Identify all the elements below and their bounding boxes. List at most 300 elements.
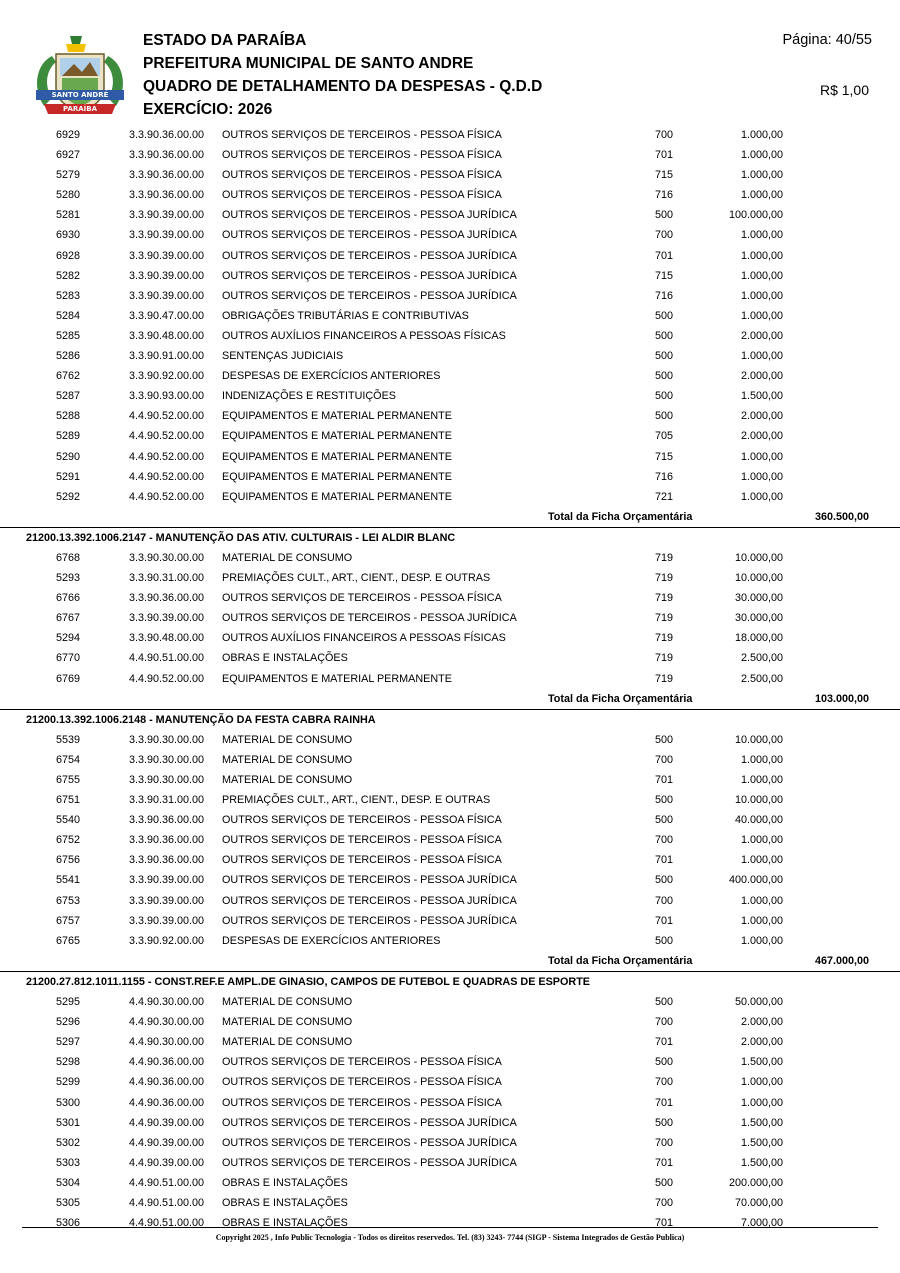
ficha-number: 6751 xyxy=(56,794,81,807)
resource-source: 700 xyxy=(655,1076,674,1089)
expense-amount: 1.500,00 xyxy=(740,1116,783,1129)
resource-source: 715 xyxy=(655,450,674,463)
expense-amount: 1.000,00 xyxy=(740,894,783,907)
expense-description: OUTROS SERVIÇOS DE TERCEIROS - PESSOA FÍSICA xyxy=(222,1096,502,1109)
expense-description: EQUIPAMENTOS E MATERIAL PERMANENTE xyxy=(222,672,452,685)
expense-code: 3.3.90.39.00.00 xyxy=(129,914,205,927)
expense-amount: 2.000,00 xyxy=(740,410,783,423)
table-row xyxy=(0,850,900,870)
ficha-number: 5305 xyxy=(56,1196,81,1209)
resource-source: 500 xyxy=(655,733,674,746)
expense-code: 3.3.90.36.00.00 xyxy=(129,129,205,141)
ficha-number: 5281 xyxy=(56,209,81,222)
expense-description: OUTROS SERVIÇOS DE TERCEIROS - PESSOA JURÍDICA xyxy=(222,269,517,282)
table-row xyxy=(0,669,900,689)
table-row xyxy=(0,426,900,446)
table-row xyxy=(0,266,900,286)
section-title: 21200.13.392.1006.2148 - MANUTENÇÃO DA FESTA CABRA RAINHA xyxy=(26,713,376,726)
table-row xyxy=(0,406,900,426)
expense-code: 4.4.90.39.00.00 xyxy=(129,1116,205,1129)
expense-description: PREMIAÇÕES CULT., ART., CIENT., DESP. E OUTRAS xyxy=(222,572,491,585)
resource-source: 719 xyxy=(655,572,674,585)
footer-divider xyxy=(22,1227,878,1228)
ficha-number: 5289 xyxy=(56,430,81,443)
expense-description: OBRAS E INSTALAÇÕES xyxy=(222,652,348,665)
expense-amount: 1.000,00 xyxy=(740,269,783,282)
ficha-number: 5279 xyxy=(56,169,81,182)
expense-amount: 10.000,00 xyxy=(734,572,783,585)
table-row xyxy=(0,750,900,770)
ficha-number: 5286 xyxy=(56,350,81,363)
table-row xyxy=(0,911,900,931)
table-row xyxy=(0,830,900,850)
table-row xyxy=(0,225,900,245)
ficha-number: 5291 xyxy=(56,470,81,483)
expense-description: OUTROS SERVIÇOS DE TERCEIROS - PESSOA JURÍDICA xyxy=(222,874,517,887)
expense-description: MATERIAL DE CONSUMO xyxy=(222,753,353,766)
expense-amount: 1.000,00 xyxy=(740,854,783,867)
expense-amount: 18.000,00 xyxy=(734,632,783,645)
resource-source: 701 xyxy=(655,1217,674,1230)
ficha-number: 5541 xyxy=(56,874,81,887)
expense-description: OUTROS SERVIÇOS DE TERCEIROS - PESSOA FÍSICA xyxy=(222,169,502,182)
expense-description: OUTROS SERVIÇOS DE TERCEIROS - PESSOA FÍSICA xyxy=(222,854,502,867)
table-row xyxy=(0,790,900,810)
ficha-number: 5285 xyxy=(56,329,81,342)
footer-copyright: Copyright 2025 , Info Public Tecnologia - Todos os direitos reservedos. Tel. (83) 3243- 7744 (SIGP - Sistema Integrados de Gestão Publica) xyxy=(215,1233,685,1242)
expense-table xyxy=(0,125,900,1233)
ficha-number: 5294 xyxy=(56,632,81,645)
expense-description: OUTROS SERVIÇOS DE TERCEIROS - PESSOA FÍSICA xyxy=(222,149,502,162)
expense-description: OUTROS SERVIÇOS DE TERCEIROS - PESSOA FÍSICA xyxy=(222,814,502,827)
ficha-number: 5539 xyxy=(56,733,81,746)
expense-description: MATERIAL DE CONSUMO xyxy=(222,774,353,786)
resource-source: 700 xyxy=(655,129,674,141)
table-row xyxy=(0,185,900,205)
expense-amount: 10.000,00 xyxy=(734,551,783,564)
ficha-number: 5297 xyxy=(56,1036,81,1049)
expense-description: DESPESAS DE EXERCÍCIOS ANTERIORES xyxy=(222,370,441,383)
expense-amount: 1.000,00 xyxy=(740,149,783,162)
resource-source: 721 xyxy=(655,490,674,503)
expense-code: 3.3.90.36.00.00 xyxy=(129,149,205,162)
section-title: 21200.13.392.1006.2147 - MANUTENÇÃO DAS ATIV. CULTURAIS - LEI ALDIR BLANC xyxy=(26,531,456,544)
resource-source: 500 xyxy=(655,209,674,222)
expense-code: 4.4.90.36.00.00 xyxy=(129,1076,205,1089)
ficha-total-row xyxy=(0,951,900,971)
expense-amount: 30.000,00 xyxy=(734,592,783,605)
ficha-number: 5290 xyxy=(56,450,81,463)
table-row xyxy=(0,1153,900,1173)
section-header-row xyxy=(0,527,900,548)
expense-amount: 1.000,00 xyxy=(740,450,783,463)
expense-code: 3.3.90.36.00.00 xyxy=(129,189,205,202)
expense-code: 3.3.90.31.00.00 xyxy=(129,572,205,585)
expense-code: 4.4.90.52.00.00 xyxy=(129,490,205,503)
expense-description: OUTROS SERVIÇOS DE TERCEIROS - PESSOA JURÍDICA xyxy=(222,209,517,222)
table-row xyxy=(0,931,900,951)
table-row xyxy=(0,608,900,628)
resource-source: 715 xyxy=(655,169,674,182)
ficha-number: 5299 xyxy=(56,1076,81,1089)
ficha-number: 6929 xyxy=(56,129,81,141)
ficha-total-row xyxy=(0,689,900,709)
resource-source: 500 xyxy=(655,1056,674,1069)
ficha-number: 5280 xyxy=(56,189,81,202)
expense-code: 3.3.90.36.00.00 xyxy=(129,834,205,847)
expense-code: 4.4.90.30.00.00 xyxy=(129,996,205,1009)
total-amount: 103.000,00 xyxy=(814,692,869,705)
state-title: ESTADO DA PARAÍBA xyxy=(143,32,307,49)
expense-amount: 1.500,00 xyxy=(740,1136,783,1149)
municipal-coat-of-arms xyxy=(30,30,130,122)
resource-source: 700 xyxy=(655,1136,674,1149)
ficha-number: 5282 xyxy=(56,269,81,282)
expense-description: MATERIAL DE CONSUMO xyxy=(222,551,353,564)
ficha-number: 6927 xyxy=(56,149,81,162)
ficha-number: 5306 xyxy=(56,1217,81,1230)
expense-amount: 1.000,00 xyxy=(740,1096,783,1109)
resource-source: 700 xyxy=(655,1016,674,1029)
ficha-number: 6762 xyxy=(56,370,81,383)
expense-description: OUTROS SERVIÇOS DE TERCEIROS - PESSOA JURÍDICA xyxy=(222,1136,517,1149)
expense-amount: 40.000,00 xyxy=(734,814,783,827)
table-row xyxy=(0,205,900,225)
resource-source: 716 xyxy=(655,289,674,302)
expense-description: OUTROS SERVIÇOS DE TERCEIROS - PESSOA JURÍDICA xyxy=(222,894,517,907)
resource-source: 719 xyxy=(655,672,674,685)
expense-description: OUTROS SERVIÇOS DE TERCEIROS - PESSOA FÍSICA xyxy=(222,129,502,141)
table-row xyxy=(0,568,900,588)
table-row xyxy=(0,1012,900,1032)
page-number: Página: 40/55 xyxy=(782,32,872,48)
table-row xyxy=(0,810,900,830)
ficha-number: 6770 xyxy=(56,652,81,665)
resource-source: 701 xyxy=(655,914,674,927)
expense-amount: 2.500,00 xyxy=(740,672,783,685)
resource-source: 701 xyxy=(655,1156,674,1169)
expense-description: OUTROS SERVIÇOS DE TERCEIROS - PESSOA FÍSICA xyxy=(222,592,502,605)
table-row xyxy=(0,1052,900,1072)
resource-source: 705 xyxy=(655,430,674,443)
expense-amount: 1.000,00 xyxy=(740,229,783,242)
resource-source: 500 xyxy=(655,410,674,423)
ficha-number: 6754 xyxy=(56,753,81,766)
table-row xyxy=(0,467,900,487)
expense-amount: 1.000,00 xyxy=(740,129,783,141)
ficha-number: 6928 xyxy=(56,249,81,262)
resource-source: 500 xyxy=(655,996,674,1009)
expense-code: 3.3.90.47.00.00 xyxy=(129,309,205,322)
expense-code: 4.4.90.30.00.00 xyxy=(129,1016,205,1029)
expense-description: EQUIPAMENTOS E MATERIAL PERMANENTE xyxy=(222,470,452,483)
expense-code: 4.4.90.52.00.00 xyxy=(129,672,205,685)
table-row xyxy=(0,588,900,608)
table-row xyxy=(0,246,900,266)
table-row xyxy=(0,992,900,1012)
ficha-number: 6757 xyxy=(56,914,81,927)
expense-description: OUTROS SERVIÇOS DE TERCEIROS - PESSOA JURÍDICA xyxy=(222,249,517,262)
expense-code: 3.3.90.30.00.00 xyxy=(129,551,205,564)
expense-description: SENTENÇAS JUDICIAIS xyxy=(222,350,344,363)
resource-source: 700 xyxy=(655,1196,674,1209)
expense-amount: 2.000,00 xyxy=(740,1016,783,1029)
ficha-number: 5296 xyxy=(56,1016,81,1029)
expense-amount: 1.500,00 xyxy=(740,390,783,403)
expense-amount: 1.000,00 xyxy=(740,470,783,483)
expense-code: 4.4.90.39.00.00 xyxy=(129,1136,205,1149)
resource-source: 500 xyxy=(655,390,674,403)
resource-source: 700 xyxy=(655,894,674,907)
expense-amount: 50.000,00 xyxy=(734,996,783,1009)
expense-amount: 2.000,00 xyxy=(740,370,783,383)
expense-code: 4.4.90.51.00.00 xyxy=(129,652,205,665)
table-row xyxy=(0,1173,900,1193)
resource-source: 719 xyxy=(655,551,674,564)
table-row xyxy=(0,386,900,406)
table-row xyxy=(0,1032,900,1052)
expense-code: 3.3.90.92.00.00 xyxy=(129,934,205,947)
expense-amount: 1.500,00 xyxy=(740,1056,783,1069)
resource-source: 719 xyxy=(655,632,674,645)
table-row xyxy=(0,628,900,648)
ficha-number: 5298 xyxy=(56,1056,81,1069)
expense-amount: 1.500,00 xyxy=(740,1156,783,1169)
resource-source: 500 xyxy=(655,1116,674,1129)
resource-source: 500 xyxy=(655,1176,674,1189)
section-header-row xyxy=(0,709,900,730)
expense-description: MATERIAL DE CONSUMO xyxy=(222,996,353,1009)
table-row xyxy=(0,286,900,306)
expense-amount: 70.000,00 xyxy=(734,1196,783,1209)
expense-amount: 1.000,00 xyxy=(740,350,783,363)
expense-description: OUTROS SERVIÇOS DE TERCEIROS - PESSOA FÍSICA xyxy=(222,189,502,202)
ficha-number: 5540 xyxy=(56,814,81,827)
expense-code: 3.3.90.39.00.00 xyxy=(129,289,205,302)
resource-source: 701 xyxy=(655,249,674,262)
resource-source: 500 xyxy=(655,329,674,342)
expense-code: 4.4.90.51.00.00 xyxy=(129,1217,205,1230)
expense-code: 3.3.90.39.00.00 xyxy=(129,894,205,907)
expense-amount: 1.000,00 xyxy=(740,1076,783,1089)
table-row xyxy=(0,770,900,790)
ficha-number: 5302 xyxy=(56,1136,81,1149)
ficha-number: 6768 xyxy=(56,551,81,564)
resource-source: 500 xyxy=(655,814,674,827)
ficha-number: 5301 xyxy=(56,1116,81,1129)
expense-code: 3.3.90.39.00.00 xyxy=(129,229,205,242)
expense-description: OUTROS SERVIÇOS DE TERCEIROS - PESSOA FÍSICA xyxy=(222,834,502,847)
table-row xyxy=(0,648,900,668)
logo-bottom-text: PARAÍBA xyxy=(62,105,98,113)
total-amount: 467.000,00 xyxy=(814,954,869,967)
ficha-total-row xyxy=(0,507,900,527)
expense-description: OUTROS SERVIÇOS DE TERCEIROS - PESSOA FÍSICA xyxy=(222,1056,502,1069)
ficha-number: 5293 xyxy=(56,572,81,585)
expense-code: 3.3.90.36.00.00 xyxy=(129,169,205,182)
expense-description: EQUIPAMENTOS E MATERIAL PERMANENTE xyxy=(222,410,452,423)
table-row xyxy=(0,145,900,165)
table-row xyxy=(0,1072,900,1092)
resource-source: 701 xyxy=(655,774,674,786)
expense-amount: 1.000,00 xyxy=(740,934,783,947)
ficha-number: 6766 xyxy=(56,592,81,605)
expense-code: 4.4.90.52.00.00 xyxy=(129,410,205,423)
expense-amount: 10.000,00 xyxy=(734,733,783,746)
expense-code: 3.3.90.92.00.00 xyxy=(129,370,205,383)
resource-source: 500 xyxy=(655,794,674,807)
resource-source: 700 xyxy=(655,753,674,766)
expense-code: 3.3.90.39.00.00 xyxy=(129,612,205,625)
table-row xyxy=(0,1133,900,1153)
expense-description: INDENIZAÇÕES E RESTITUIÇÕES xyxy=(222,390,396,403)
ficha-number: 6930 xyxy=(56,229,81,242)
ficha-number: 6756 xyxy=(56,854,81,867)
expense-amount: 2.000,00 xyxy=(740,1036,783,1049)
ficha-number: 5283 xyxy=(56,289,81,302)
expense-code: 3.3.90.31.00.00 xyxy=(129,794,205,807)
expense-description: PREMIAÇÕES CULT., ART., CIENT., DESP. E OUTRAS xyxy=(222,794,491,807)
expense-amount: 1.000,00 xyxy=(740,289,783,302)
expense-description: OUTROS SERVIÇOS DE TERCEIROS - PESSOA JURÍDICA xyxy=(222,914,517,927)
expense-amount: 7.000,00 xyxy=(740,1217,783,1230)
expense-description: EQUIPAMENTOS E MATERIAL PERMANENTE xyxy=(222,450,452,463)
resource-source: 716 xyxy=(655,470,674,483)
table-row xyxy=(0,891,900,911)
expense-amount: 400.000,00 xyxy=(728,874,783,887)
ficha-number: 6769 xyxy=(56,672,81,685)
expense-description: EQUIPAMENTOS E MATERIAL PERMANENTE xyxy=(222,490,452,503)
table-row xyxy=(0,1193,900,1213)
expense-amount: 2.000,00 xyxy=(740,430,783,443)
expense-amount: 30.000,00 xyxy=(734,612,783,625)
table-row xyxy=(0,548,900,568)
resource-source: 719 xyxy=(655,652,674,665)
expense-amount: 200.000,00 xyxy=(728,1176,783,1189)
currency-unit: R$ 1,00 xyxy=(819,82,869,98)
table-row xyxy=(0,487,900,507)
expense-amount: 1.000,00 xyxy=(740,774,783,786)
expense-code: 4.4.90.52.00.00 xyxy=(129,450,205,463)
resource-source: 500 xyxy=(655,934,674,947)
expense-code: 3.3.90.36.00.00 xyxy=(129,592,205,605)
table-row xyxy=(0,870,900,890)
total-label: Total da Ficha Orçamentária xyxy=(548,692,693,705)
expense-description: OUTROS SERVIÇOS DE TERCEIROS - PESSOA JURÍDICA xyxy=(222,1156,517,1169)
expense-description: OUTROS SERVIÇOS DE TERCEIROS - PESSOA JURÍDICA xyxy=(222,289,517,302)
logo-top-text: SANTO ANDRÉ xyxy=(51,91,109,99)
expense-code: 4.4.90.39.00.00 xyxy=(129,1156,205,1169)
expense-description: OUTROS SERVIÇOS DE TERCEIROS - PESSOA JURÍDICA xyxy=(222,1116,517,1129)
table-row xyxy=(0,366,900,386)
ficha-number: 6752 xyxy=(56,834,81,847)
expense-description: OBRIGAÇÕES TRIBUTÁRIAS E CONTRIBUTIVAS xyxy=(222,309,469,322)
table-row xyxy=(0,326,900,346)
expense-description: DESPESAS DE EXERCÍCIOS ANTERIORES xyxy=(222,934,441,947)
expense-code: 3.3.90.30.00.00 xyxy=(129,733,205,746)
resource-source: 500 xyxy=(655,350,674,363)
total-label: Total da Ficha Orçamentária xyxy=(548,954,693,967)
ficha-number: 6767 xyxy=(56,612,81,625)
ficha-number: 6755 xyxy=(56,774,81,786)
expense-code: 4.4.90.52.00.00 xyxy=(129,430,205,443)
expense-amount: 2.000,00 xyxy=(740,329,783,342)
table-row xyxy=(0,1093,900,1113)
ficha-number: 5292 xyxy=(56,490,81,503)
section-header-row xyxy=(0,971,900,992)
expense-code: 3.3.90.36.00.00 xyxy=(129,814,205,827)
resource-source: 701 xyxy=(655,149,674,162)
ficha-number: 5300 xyxy=(56,1096,81,1109)
ficha-number: 5287 xyxy=(56,390,81,403)
ficha-number: 5295 xyxy=(56,996,81,1009)
resource-source: 719 xyxy=(655,592,674,605)
expense-description: EQUIPAMENTOS E MATERIAL PERMANENTE xyxy=(222,430,452,443)
resource-source: 701 xyxy=(655,1096,674,1109)
resource-source: 719 xyxy=(655,612,674,625)
expense-description: MATERIAL DE CONSUMO xyxy=(222,733,353,746)
resource-source: 500 xyxy=(655,370,674,383)
ficha-number: 5284 xyxy=(56,309,81,322)
expense-description: OBRAS E INSTALAÇÕES xyxy=(222,1176,348,1189)
expense-code: 3.3.90.30.00.00 xyxy=(129,753,205,766)
expense-description: OUTROS SERVIÇOS DE TERCEIROS - PESSOA JURÍDICA xyxy=(222,612,517,625)
table-row xyxy=(0,306,900,326)
expense-description: OUTROS AUXÍLIOS FINANCEIROS A PESSOAS FÍSICAS xyxy=(222,632,506,645)
expense-code: 4.4.90.36.00.00 xyxy=(129,1096,205,1109)
table-row xyxy=(0,447,900,467)
expense-amount: 1.000,00 xyxy=(740,309,783,322)
expense-code: 3.3.90.39.00.00 xyxy=(129,874,205,887)
expense-amount: 100.000,00 xyxy=(728,209,783,222)
expense-description: OBRAS E INSTALAÇÕES xyxy=(222,1196,348,1209)
resource-source: 716 xyxy=(655,189,674,202)
municipality-title: PREFEITURA MUNICIPAL DE SANTO ANDRE xyxy=(143,55,474,72)
expense-amount: 1.000,00 xyxy=(740,189,783,202)
expense-amount: 1.000,00 xyxy=(740,834,783,847)
total-amount: 360.500,00 xyxy=(814,510,869,523)
report-title: QUADRO DE DETALHAMENTO DA DESPESAS - Q.D.D xyxy=(143,78,543,95)
expense-amount: 1.000,00 xyxy=(740,249,783,262)
expense-amount: 1.000,00 xyxy=(740,753,783,766)
resource-source: 700 xyxy=(655,229,674,242)
table-row xyxy=(0,730,900,750)
ficha-number: 5304 xyxy=(56,1176,81,1189)
expense-code: 4.4.90.30.00.00 xyxy=(129,1036,205,1049)
expense-code: 3.3.90.93.00.00 xyxy=(129,390,205,403)
expense-description: OUTROS SERVIÇOS DE TERCEIROS - PESSOA FÍSICA xyxy=(222,1076,502,1089)
expense-code: 4.4.90.51.00.00 xyxy=(129,1196,205,1209)
expense-amount: 1.000,00 xyxy=(740,490,783,503)
total-label: Total da Ficha Orçamentária xyxy=(548,510,693,523)
ficha-number: 6753 xyxy=(56,894,81,907)
ficha-number: 6765 xyxy=(56,934,81,947)
resource-source: 701 xyxy=(655,854,674,867)
expense-code: 3.3.90.39.00.00 xyxy=(129,209,205,222)
expense-amount: 1.000,00 xyxy=(740,914,783,927)
expense-amount: 2.500,00 xyxy=(740,652,783,665)
expense-amount: 10.000,00 xyxy=(734,794,783,807)
expense-code: 3.3.90.39.00.00 xyxy=(129,269,205,282)
fiscal-year: EXERCÍCIO: 2026 xyxy=(143,101,273,118)
resource-source: 701 xyxy=(655,1036,674,1049)
resource-source: 500 xyxy=(655,874,674,887)
ficha-number: 5303 xyxy=(56,1156,81,1169)
expense-code: 3.3.90.30.00.00 xyxy=(129,774,205,786)
expense-code: 3.3.90.36.00.00 xyxy=(129,854,205,867)
expense-code: 4.4.90.51.00.00 xyxy=(129,1176,205,1189)
resource-source: 500 xyxy=(655,309,674,322)
